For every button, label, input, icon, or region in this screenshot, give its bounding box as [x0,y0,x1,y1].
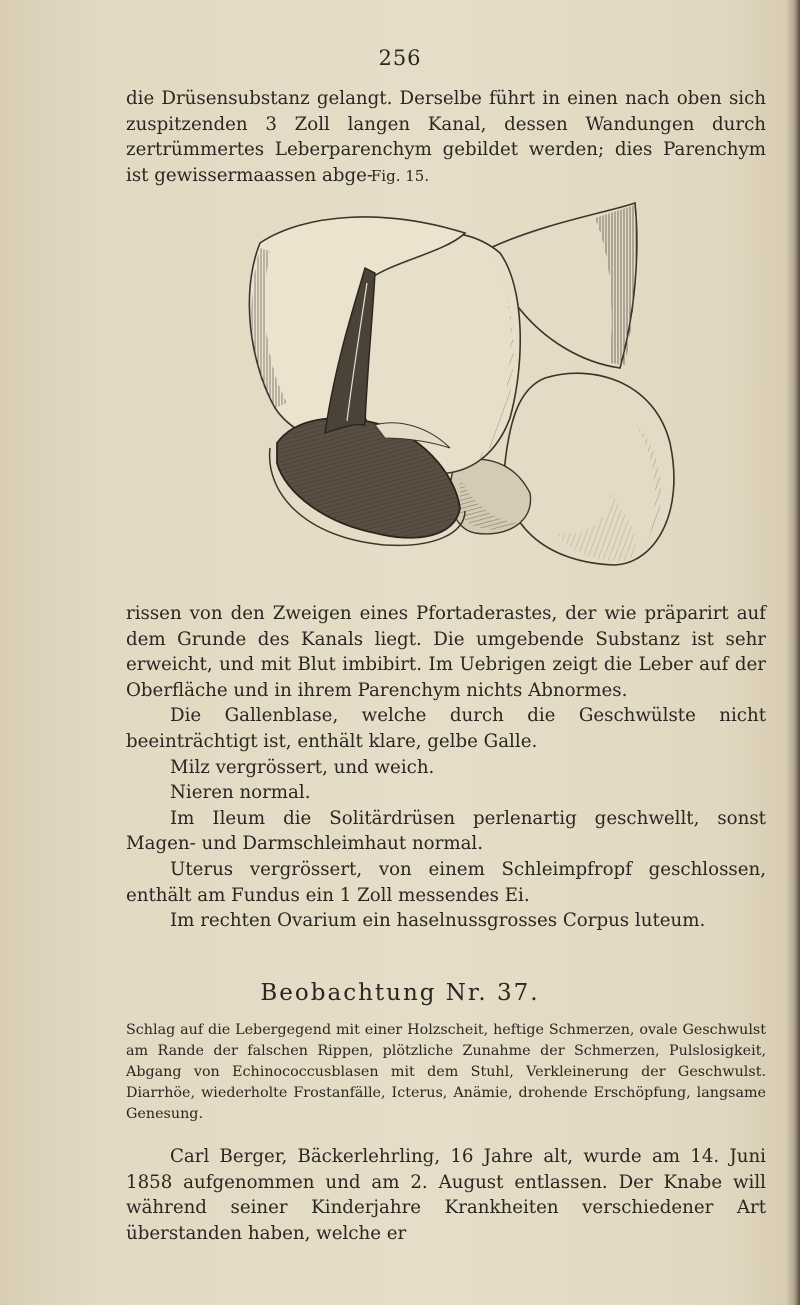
paragraph: Uterus vergrössert, von einem Schleimpfropf geschlossen, enthält am Fundus ein 1 Zoll messendes Ei. [126,858,766,906]
figure-caption: Fig. 15. [370,167,430,185]
page-number: 256 [378,46,422,70]
section-heading: Beobachtung Nr. 37. [260,980,540,1006]
body-text [126,601,766,934]
page-edge-shadow [786,0,800,1305]
figure-15-illustration [215,193,690,588]
paragraph: Carl Berger, Bäckerlehrling, 16 Jahre alt, wurde am 14. Juni 1858 aufgenommen und am 2. August entlassen. Der Knabe will während seiner Kinderjahre Krankheiten verschiedener Art überstanden haben, welche er [126,1146,766,1244]
paragraph: Im Ileum die Solitärdrüsen perlenartig geschwellt, sonst Magen- und Darmschleimhaut normal. [126,807,766,855]
paragraph: rissen von den Zweigen eines Pfortaderastes, der wie präparirt auf dem Grunde des Kanals liegt. Die umgebende Substanz ist sehr erweicht, und mit Blut imbibirt. Im Uebrigen zeigt die Leber auf der Oberfläche und in ihrem Parenchym nichts Abnormes. [126,603,766,701]
paragraph: Nieren normal. [170,782,311,804]
paragraph-continuation: die Drüsensubstanz gelangt. Derselbe führt in einen nach oben sich zuspitzenden 3 Zoll langen Kanal, dessen Wandungen durch zertrümmertes Leberparenchym gebildet werden; dies Parenchym ist gewissermaassen abge- [126,88,766,186]
paragraph: Milz vergrössert, und weich. [170,756,435,778]
paragraph: Im rechten Ovarium ein haselnussgrosses Corpus luteum. [170,910,706,932]
case-text [126,1126,766,1265]
case-summary: Schlag auf die Lebergegend mit einer Holzscheit, heftige Schmerzen, ovale Geschwulst am Rande der falschen Rippen, plötzliche Zunahme der Schmerzen, Pulslosigkeit, Abgang von Echinococcusblasen mit dem Stuhl, Verkleinerung der Geschwulst. Diarrhöe, wiederholte Frostanfälle, Icterus, Anämie, drohende Erschöpfung, langsame Genesung. [126,1022,766,1122]
echinococcus-sac-engraving [215,193,690,588]
paragraph: Die Gallenblase, welche durch die Geschwülste nicht beeinträchtigt ist, enthält klare, gelbe Galle. [126,705,766,752]
